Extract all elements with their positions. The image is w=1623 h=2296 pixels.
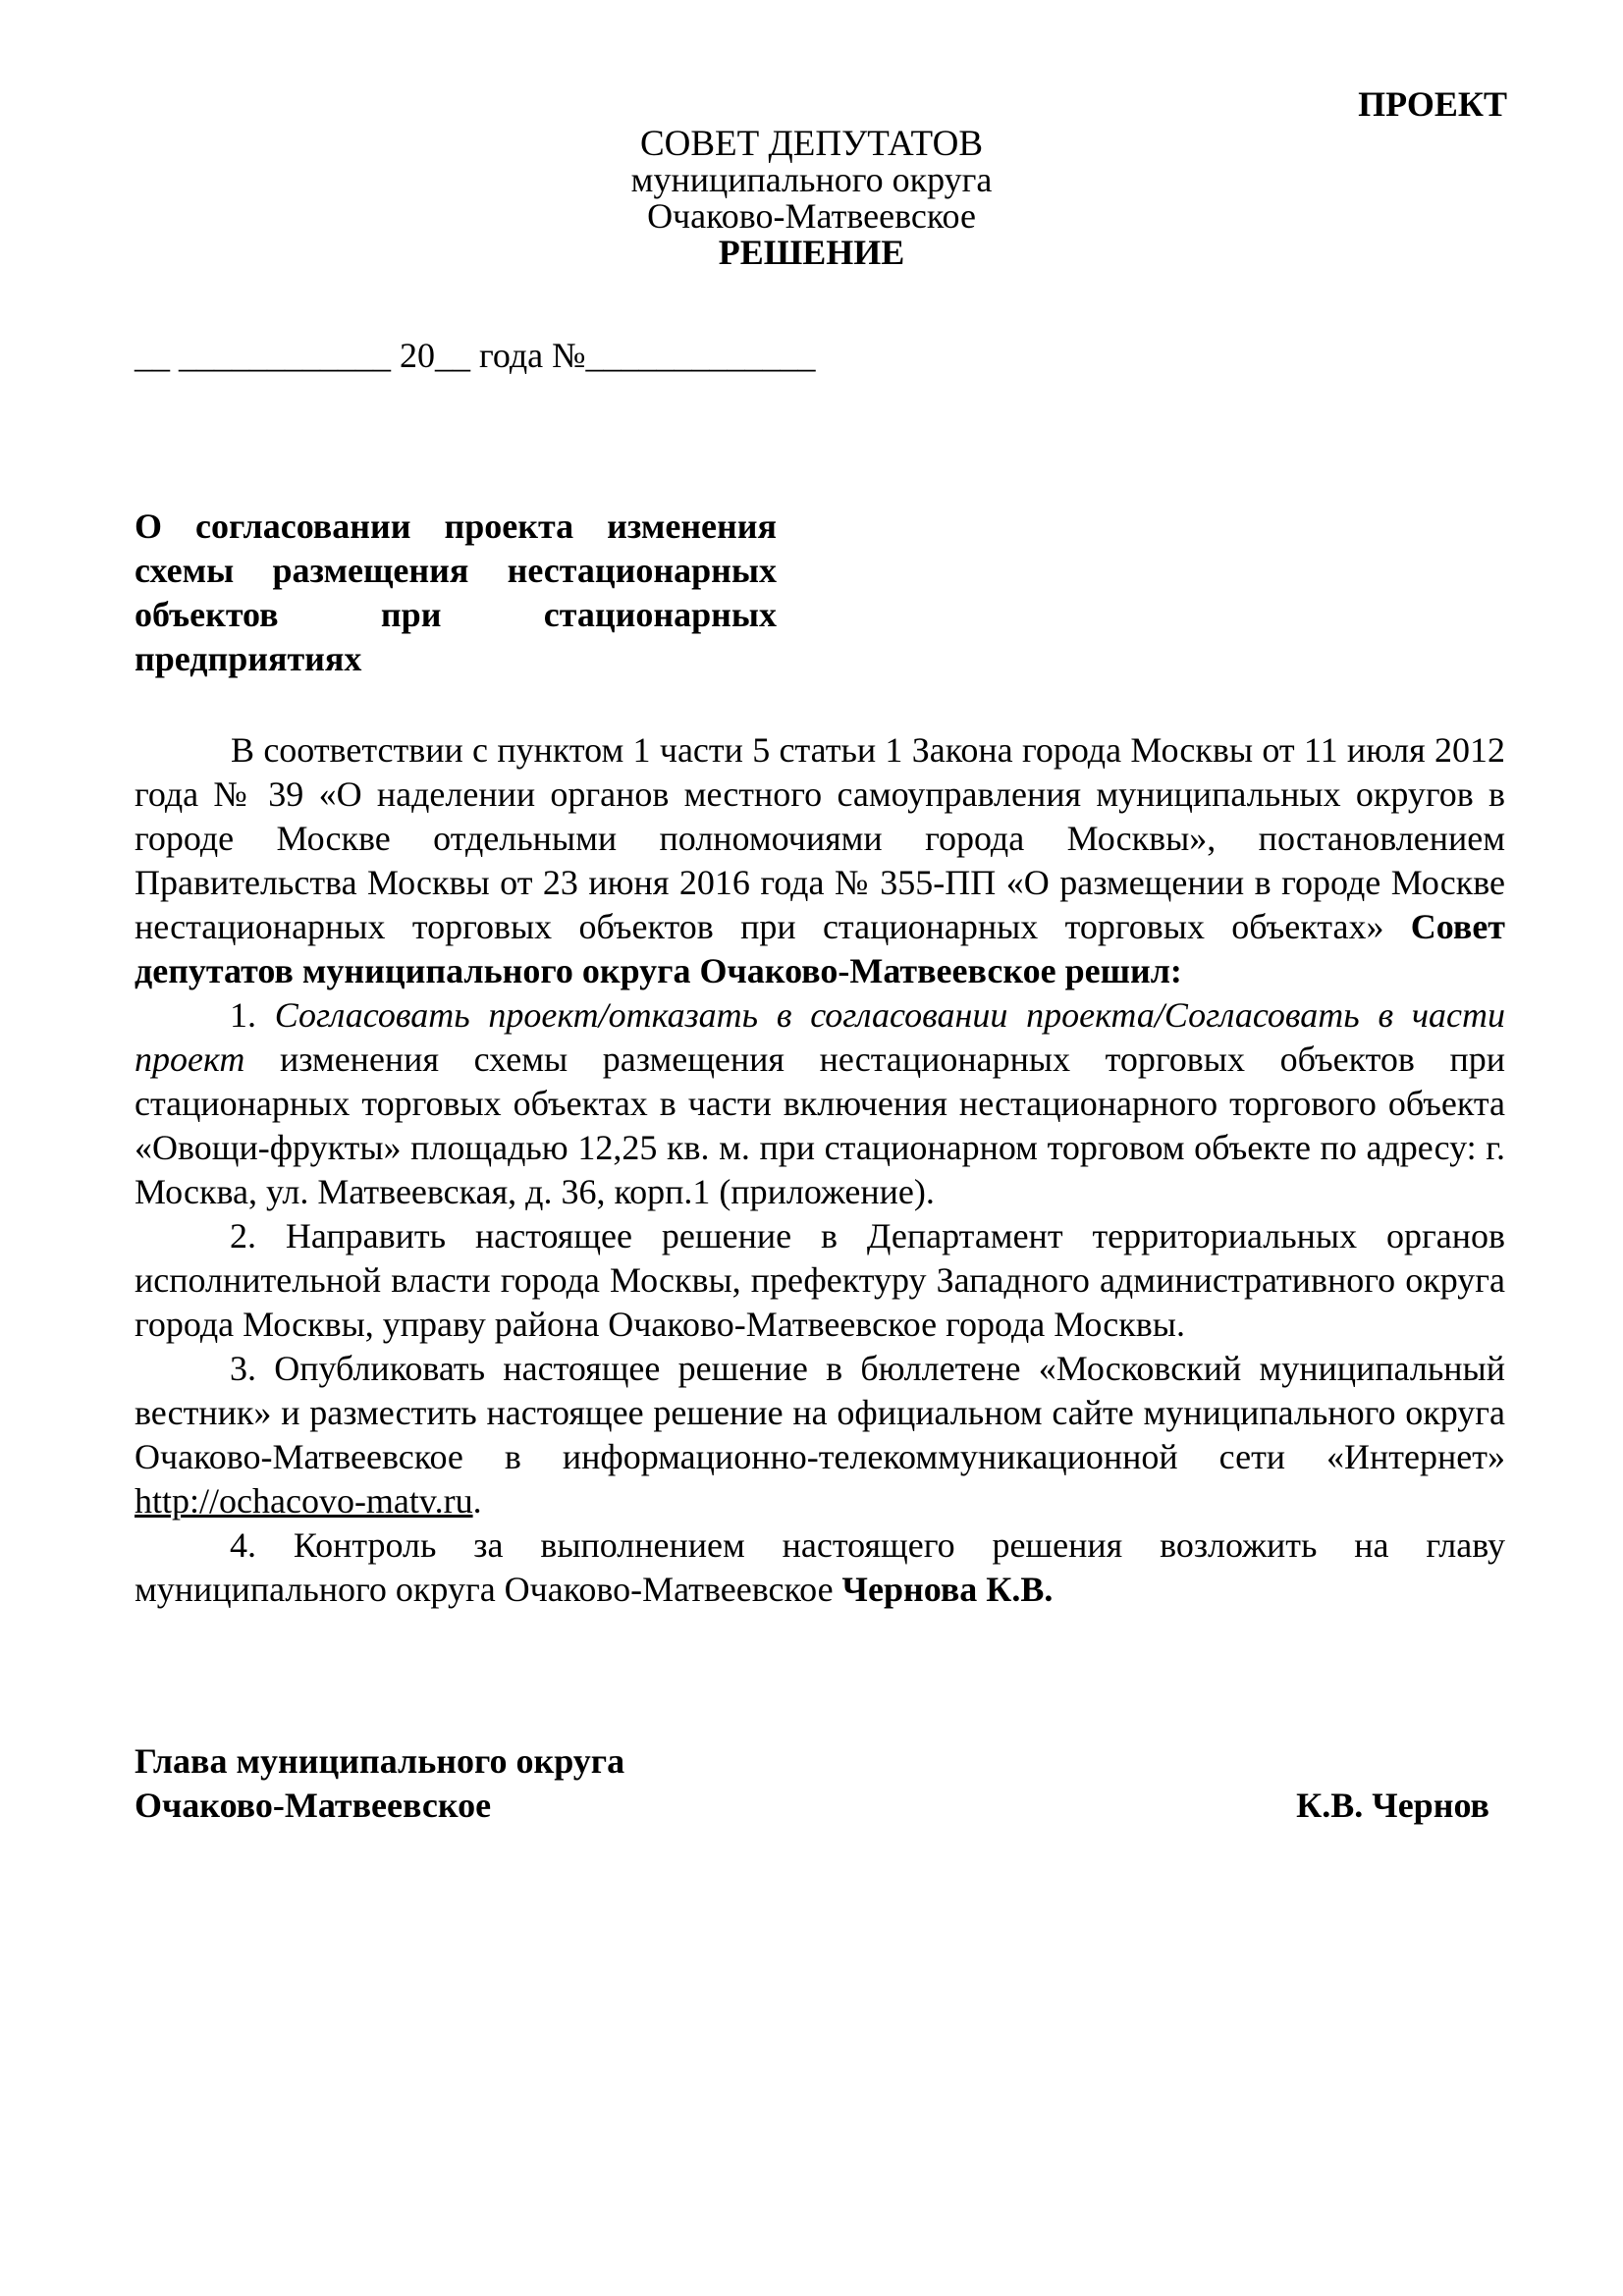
decision-title: РЕШЕНИЕ — [718, 233, 905, 272]
draft-stamp: ПРОЕКТ — [1358, 84, 1507, 124]
item-3-end: . — [472, 1481, 482, 1521]
item-2-paragraph — [135, 1214, 1505, 1347]
signature-block — [135, 1739, 1489, 1828]
document-header — [0, 126, 1623, 271]
signature-row — [135, 1739, 1489, 1784]
item-1-number: 1. — [230, 995, 275, 1035]
item-1-options: Согласовать проект/отказать в согласовании проекта/Согласовать в части проект — [135, 995, 1505, 1079]
item-2-text: 2. Направить настоящее решение в Департамент территориальных органов исполнительной власти города Москвы, префектуру Западного административного округа города Москвы, управу района Очаково-Матвеевское города Москвы. — [135, 1216, 1505, 1344]
item-4-text: 4. Контроль за выполнением настоящего решения возложить на главу муниципального округа Очаково-Матвеевское — [135, 1525, 1505, 1609]
item-1-text: изменения схемы размещения нестационарных торговых объектов при стационарных торговых объектах в части включения нестационарного торгового объекта «Овощи-фрукты» площадью 12,25 кв. м. при стационарном торговом объекте по адресу: г. Москва, ул. Матвеевская, д. 36, корп.1 (приложение). — [135, 1040, 1505, 1211]
signatory-name: К.В. Чернов — [1296, 1786, 1489, 1825]
preamble-paragraph — [135, 728, 1505, 993]
council-title: СОВЕТ ДЕПУТАТОВ — [639, 124, 984, 164]
decision-body — [135, 728, 1505, 1612]
signatory-title-line2: Очаково-Матвеевское — [135, 1786, 492, 1825]
subject-line: О согласовании проекта изменения — [135, 507, 777, 546]
subject-line: предприятиях — [135, 639, 362, 678]
signature-row — [135, 1784, 1489, 1828]
website-link[interactable]: http://ochacovo-matv.ru — [135, 1481, 473, 1521]
date-number-line: __ ____________ 20__ года №_____________ — [135, 336, 816, 375]
subject-line: схемы размещения нестационарных — [135, 551, 777, 590]
subject-line: объектов при стационарных — [135, 595, 777, 634]
decision-subject — [135, 505, 777, 681]
item-1-paragraph — [135, 993, 1505, 1214]
signatory-title-line1: Глава муниципального округа — [135, 1741, 625, 1781]
preamble-resolution: Совет депутатов муниципального округа Очаково-Матвеевское решил: — [135, 907, 1505, 990]
item-4-paragraph — [135, 1523, 1505, 1612]
preamble-text: В соответствии с пунктом 1 части 5 статьи 1 Закона города Москвы от 11 июля 2012 года № 39 «О наделении органов местного самоуправления муниципальных округов в городе Москве отдельными полномочиями города Москвы», постановлением Правительства Москвы от 23 июня 2016 года № 355-ПП «О размещении в городе Москве нестационарных торговых объектов при стационарных торговых объектах» — [135, 730, 1505, 946]
district-name: Очаково-Матвеевское — [647, 196, 976, 236]
item-3-paragraph — [135, 1347, 1505, 1523]
municipal-district-label: муниципального округа — [630, 160, 993, 199]
item-4-person: Чернова К.В. — [841, 1570, 1054, 1609]
item-3-text: 3. Опубликовать настоящее решение в бюллетене «Московский муниципальный вестник» и разместить настоящее решение на официальном сайте муниципального округа Очаково-Матвеевское в информационно-телекоммуникационной сети «Интернет» — [135, 1349, 1505, 1476]
